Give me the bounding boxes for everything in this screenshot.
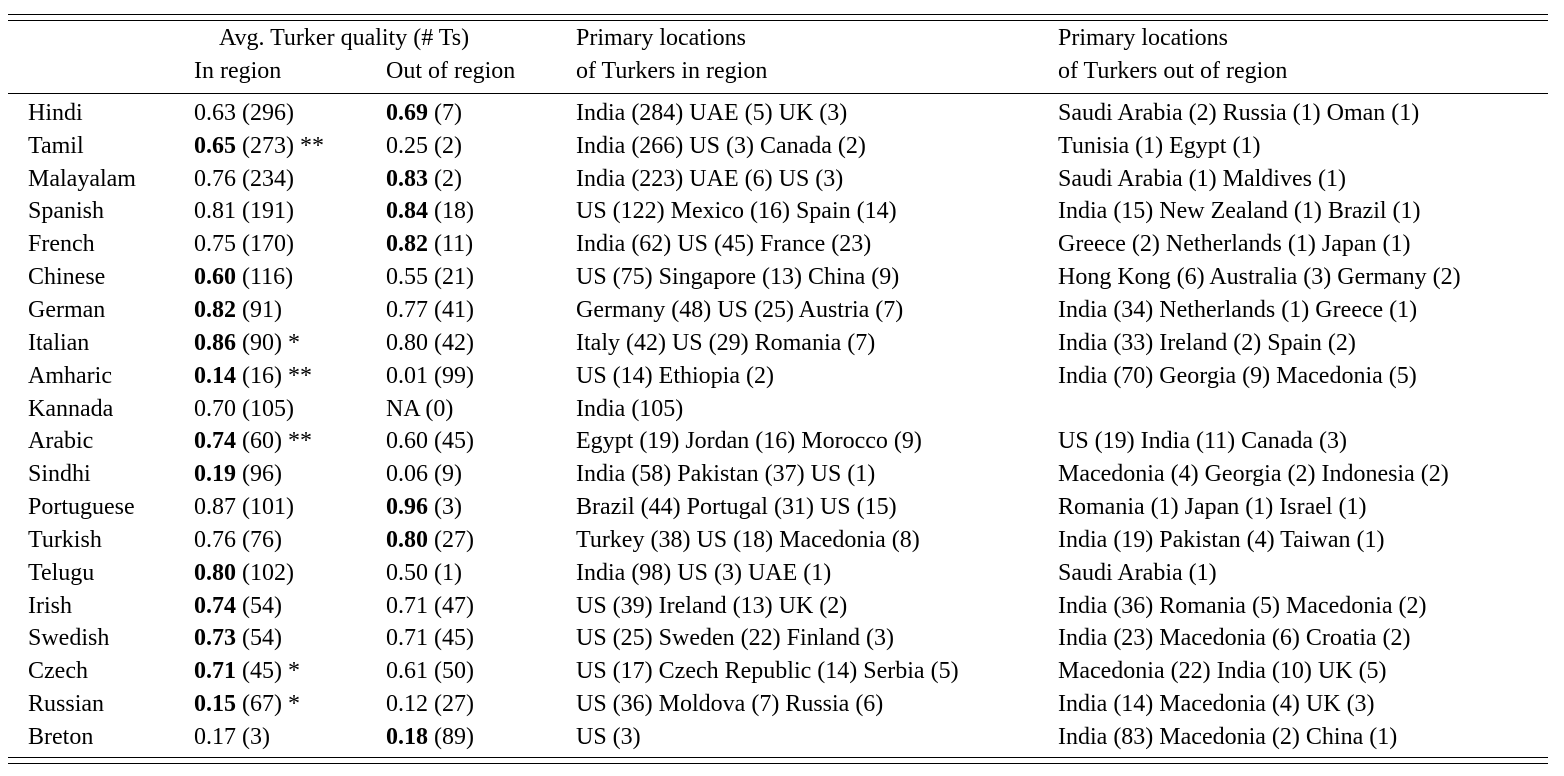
in-region-cell	[194, 425, 386, 458]
in-region-count: (76)	[236, 526, 282, 553]
language-cell	[0, 196, 194, 229]
locations-out-of-region-cell	[1058, 327, 1562, 360]
locations-out-of-region: Saudi Arabia (2) Russia (1) Oman (1)	[1058, 99, 1420, 126]
out-of-region-count: (11)	[428, 231, 474, 258]
out-of-region-count: (89)	[428, 723, 474, 750]
language-name: Russian	[28, 691, 105, 718]
table-row	[0, 393, 1562, 426]
locations-out-of-region-cell	[1058, 360, 1562, 393]
language-cell	[0, 130, 194, 163]
table-row	[0, 294, 1562, 327]
language-name: Breton	[28, 723, 94, 750]
out-of-region-count: (45)	[428, 625, 474, 652]
locations-in-region: India (266) US (3) Canada (2)	[576, 132, 866, 159]
out-of-region-cell	[386, 623, 576, 656]
locations-out-of-region: India (34) Netherlands (1) Greece (1)	[1058, 296, 1418, 323]
in-region-quality: 0.75	[194, 231, 236, 258]
locations-in-region: US (14) Ethiopia (2)	[576, 362, 774, 389]
out-of-region-quality: 0.80	[386, 329, 428, 356]
language-name: Turkish	[28, 526, 102, 553]
out-of-region-cell	[386, 721, 576, 754]
out-of-region-quality: 0.80	[386, 526, 428, 553]
language-cell	[0, 393, 194, 426]
out-of-region-cell	[386, 360, 576, 393]
out-of-region-count: (42)	[428, 329, 474, 356]
in-region-quality: 0.74	[194, 592, 236, 619]
in-region-quality: 0.15	[194, 691, 236, 718]
locations-in-region: US (75) Singapore (13) China (9)	[576, 264, 900, 291]
in-region-count: (3)	[236, 723, 270, 750]
locations-out-of-region-cell	[1058, 655, 1562, 688]
out-of-region-cell	[386, 557, 576, 590]
locations-in-region: India (284) UAE (5) UK (3)	[576, 99, 848, 126]
table-row	[0, 623, 1562, 656]
header-primary-in-line1: Primary locations	[576, 25, 746, 51]
bottom-rule-2	[8, 763, 1548, 764]
in-region-quality: 0.86	[194, 329, 236, 356]
language-name: Malayalam	[28, 165, 136, 192]
in-region-count: (90) *	[236, 329, 300, 356]
in-region-cell	[194, 623, 386, 656]
out-of-region-quality: 0.01	[386, 362, 428, 389]
out-of-region-quality: 0.71	[386, 625, 428, 652]
in-region-quality: 0.81	[194, 198, 236, 225]
locations-in-region-cell	[576, 163, 1058, 196]
in-region-quality: 0.82	[194, 296, 236, 323]
locations-out-of-region: US (19) India (11) Canada (3)	[1058, 428, 1348, 455]
language-name: Tamil	[28, 132, 84, 159]
in-region-quality: 0.60	[194, 264, 236, 291]
language-cell	[0, 688, 194, 721]
locations-in-region: India (58) Pakistan (37) US (1)	[576, 461, 876, 488]
locations-in-region: US (39) Ireland (13) UK (2)	[576, 592, 848, 619]
in-region-quality: 0.80	[194, 559, 236, 586]
out-of-region-cell	[386, 655, 576, 688]
language-cell	[0, 163, 194, 196]
locations-out-of-region: India (70) Georgia (9) Macedonia (5)	[1058, 362, 1417, 389]
table-row	[0, 688, 1562, 721]
table-row	[0, 196, 1562, 229]
locations-out-of-region: India (36) Romania (5) Macedonia (2)	[1058, 592, 1427, 619]
language-name: Telugu	[28, 559, 95, 586]
language-cell	[0, 294, 194, 327]
in-region-cell	[194, 163, 386, 196]
locations-out-of-region-cell	[1058, 261, 1562, 294]
table-row	[0, 97, 1562, 130]
locations-in-region-cell	[576, 261, 1058, 294]
header-primary-in-line2: of Turkers in region	[576, 58, 768, 84]
language-name: Italian	[28, 329, 90, 356]
table-row	[0, 425, 1562, 458]
language-name: Sindhi	[28, 461, 91, 488]
out-of-region-count: (0)	[419, 395, 454, 422]
results-table	[0, 97, 1562, 754]
language-cell	[0, 524, 194, 557]
out-of-region-quality: 0.82	[386, 231, 428, 258]
language-cell	[0, 655, 194, 688]
locations-in-region-cell	[576, 360, 1058, 393]
language-name: Hindi	[28, 99, 83, 126]
in-region-count: (16) **	[236, 362, 312, 389]
in-region-cell	[194, 721, 386, 754]
out-of-region-count: (45)	[428, 428, 474, 455]
in-region-cell	[194, 261, 386, 294]
table-row	[0, 557, 1562, 590]
out-of-region-quality: 0.50	[386, 559, 428, 586]
out-of-region-quality: 0.55	[386, 264, 428, 291]
language-cell	[0, 721, 194, 754]
language-cell	[0, 623, 194, 656]
language-cell	[0, 228, 194, 261]
locations-out-of-region: India (33) Ireland (2) Spain (2)	[1058, 329, 1356, 356]
locations-in-region-cell	[576, 623, 1058, 656]
locations-in-region-cell	[576, 97, 1058, 130]
locations-in-region-cell	[576, 130, 1058, 163]
locations-out-of-region: Romania (1) Japan (1) Israel (1)	[1058, 494, 1367, 521]
locations-out-of-region-cell	[1058, 458, 1562, 491]
in-region-quality: 0.19	[194, 461, 236, 488]
in-region-cell	[194, 524, 386, 557]
in-region-cell	[194, 294, 386, 327]
bottom-rule-1	[8, 757, 1548, 758]
table-row	[0, 491, 1562, 524]
language-name: Swedish	[28, 625, 110, 652]
table-row	[0, 163, 1562, 196]
in-region-count: (102)	[236, 559, 294, 586]
locations-out-of-region: Saudi Arabia (1)	[1058, 559, 1217, 586]
locations-out-of-region-cell	[1058, 393, 1562, 426]
locations-in-region: Egypt (19) Jordan (16) Morocco (9)	[576, 428, 922, 455]
out-of-region-cell	[386, 228, 576, 261]
locations-out-of-region: Greece (2) Netherlands (1) Japan (1)	[1058, 231, 1411, 258]
language-name: French	[28, 231, 95, 258]
locations-out-of-region: India (14) Macedonia (4) UK (3)	[1058, 691, 1375, 718]
results-table-body	[0, 97, 1562, 754]
out-of-region-count: (7)	[428, 99, 462, 126]
in-region-cell	[194, 557, 386, 590]
out-of-region-quality: 0.71	[386, 592, 428, 619]
locations-out-of-region-cell	[1058, 491, 1562, 524]
table-row	[0, 130, 1562, 163]
locations-in-region-cell	[576, 458, 1058, 491]
out-of-region-cell	[386, 458, 576, 491]
locations-out-of-region: India (23) Macedonia (6) Croatia (2)	[1058, 625, 1411, 652]
language-name: Amharic	[28, 362, 112, 389]
in-region-cell	[194, 688, 386, 721]
language-cell	[0, 425, 194, 458]
out-of-region-cell	[386, 261, 576, 294]
table-row	[0, 228, 1562, 261]
locations-out-of-region: India (83) Macedonia (2) China (1)	[1058, 723, 1398, 750]
in-region-cell	[194, 393, 386, 426]
language-cell	[0, 491, 194, 524]
in-region-count: (67) *	[236, 691, 300, 718]
out-of-region-cell	[386, 393, 576, 426]
language-cell	[0, 557, 194, 590]
locations-out-of-region-cell	[1058, 557, 1562, 590]
header-out-of-region: Out of region	[386, 58, 516, 84]
in-region-cell	[194, 196, 386, 229]
locations-out-of-region: India (19) Pakistan (4) Taiwan (1)	[1058, 526, 1385, 553]
in-region-quality: 0.74	[194, 428, 236, 455]
in-region-count: (191)	[236, 198, 294, 225]
table-row	[0, 327, 1562, 360]
header-primary-out-line1: Primary locations	[1058, 25, 1228, 51]
locations-out-of-region-cell	[1058, 721, 1562, 754]
locations-in-region-cell	[576, 425, 1058, 458]
locations-in-region-cell	[576, 491, 1058, 524]
in-region-quality: 0.76	[194, 526, 236, 553]
language-cell	[0, 261, 194, 294]
locations-in-region: Brazil (44) Portugal (31) US (15)	[576, 494, 897, 521]
header-in-region: In region	[194, 58, 282, 84]
out-of-region-quality: 0.77	[386, 296, 428, 323]
in-region-cell	[194, 228, 386, 261]
out-of-region-count: (27)	[428, 691, 474, 718]
table-row	[0, 655, 1562, 688]
out-of-region-count: (3)	[428, 494, 462, 521]
in-region-count: (234)	[236, 165, 294, 192]
locations-in-region: India (223) UAE (6) US (3)	[576, 165, 844, 192]
locations-out-of-region-cell	[1058, 294, 1562, 327]
in-region-cell	[194, 655, 386, 688]
locations-out-of-region-cell	[1058, 130, 1562, 163]
out-of-region-cell	[386, 294, 576, 327]
locations-in-region-cell	[576, 688, 1058, 721]
out-of-region-quality: 0.60	[386, 428, 428, 455]
out-of-region-quality: 0.61	[386, 658, 428, 685]
language-cell	[0, 97, 194, 130]
out-of-region-count: (50)	[428, 658, 474, 685]
in-region-quality: 0.73	[194, 625, 236, 652]
locations-in-region-cell	[576, 590, 1058, 623]
header-primary-out-line2: of Turkers out of region	[1058, 58, 1288, 84]
in-region-count: (91)	[236, 296, 282, 323]
locations-in-region: India (105)	[576, 395, 684, 422]
locations-out-of-region-cell	[1058, 688, 1562, 721]
language-name: Czech	[28, 658, 88, 685]
in-region-count: (105)	[236, 395, 294, 422]
locations-in-region: US (36) Moldova (7) Russia (6)	[576, 691, 884, 718]
in-region-quality: 0.63	[194, 99, 236, 126]
locations-out-of-region: Macedonia (22) India (10) UK (5)	[1058, 658, 1387, 685]
in-region-count: (116)	[236, 264, 294, 291]
locations-out-of-region-cell	[1058, 196, 1562, 229]
locations-out-of-region: Hong Kong (6) Australia (3) Germany (2)	[1058, 264, 1461, 291]
in-region-quality: 0.71	[194, 658, 236, 685]
locations-in-region-cell	[576, 393, 1058, 426]
out-of-region-cell	[386, 130, 576, 163]
table-row	[0, 458, 1562, 491]
out-of-region-quality: 0.83	[386, 165, 428, 192]
locations-in-region-cell	[576, 294, 1058, 327]
out-of-region-quality: 0.25	[386, 132, 428, 159]
locations-in-region: Italy (42) US (29) Romania (7)	[576, 329, 876, 356]
language-cell	[0, 360, 194, 393]
locations-in-region-cell	[576, 721, 1058, 754]
out-of-region-count: (47)	[428, 592, 474, 619]
out-of-region-count: (21)	[428, 264, 474, 291]
locations-out-of-region-cell	[1058, 425, 1562, 458]
out-of-region-cell	[386, 491, 576, 524]
out-of-region-quality: 0.69	[386, 99, 428, 126]
locations-in-region-cell	[576, 196, 1058, 229]
language-name: Kannada	[28, 395, 114, 422]
locations-out-of-region: Tunisia (1) Egypt (1)	[1058, 132, 1261, 159]
out-of-region-quality: 0.06	[386, 461, 428, 488]
language-name: Irish	[28, 592, 72, 619]
in-region-quality: 0.17	[194, 723, 236, 750]
in-region-cell	[194, 491, 386, 524]
locations-in-region: India (98) US (3) UAE (1)	[576, 559, 832, 586]
locations-out-of-region-cell	[1058, 590, 1562, 623]
out-of-region-cell	[386, 163, 576, 196]
out-of-region-count: (1)	[428, 559, 462, 586]
locations-out-of-region-cell	[1058, 623, 1562, 656]
out-of-region-quality: 0.18	[386, 723, 428, 750]
locations-in-region: US (3)	[576, 723, 641, 750]
out-of-region-cell	[386, 688, 576, 721]
locations-in-region: Turkey (38) US (18) Macedonia (8)	[576, 526, 920, 553]
locations-in-region-cell	[576, 524, 1058, 557]
top-rule-1	[8, 14, 1548, 15]
locations-in-region-cell	[576, 228, 1058, 261]
out-of-region-quality: 0.84	[386, 198, 428, 225]
locations-out-of-region: Saudi Arabia (1) Maldives (1)	[1058, 165, 1346, 192]
header-rule	[8, 93, 1548, 94]
in-region-quality: 0.87	[194, 494, 236, 521]
in-region-quality: 0.76	[194, 165, 236, 192]
out-of-region-count: (99)	[428, 362, 474, 389]
table-row	[0, 261, 1562, 294]
language-name: Portuguese	[28, 494, 135, 521]
top-rule-2	[8, 20, 1548, 21]
out-of-region-cell	[386, 97, 576, 130]
table-row	[0, 524, 1562, 557]
table-row	[0, 590, 1562, 623]
locations-out-of-region-cell	[1058, 163, 1562, 196]
out-of-region-count: (2)	[428, 132, 462, 159]
out-of-region-count: (18)	[428, 198, 474, 225]
in-region-count: (54)	[236, 625, 282, 652]
in-region-cell	[194, 130, 386, 163]
in-region-count: (101)	[236, 494, 294, 521]
language-cell	[0, 327, 194, 360]
out-of-region-count: (9)	[428, 461, 462, 488]
locations-in-region: Germany (48) US (25) Austria (7)	[576, 296, 904, 323]
out-of-region-count: (2)	[428, 165, 462, 192]
out-of-region-quality: 0.96	[386, 494, 428, 521]
language-name: Spanish	[28, 198, 105, 225]
locations-out-of-region: India (15) New Zealand (1) Brazil (1)	[1058, 198, 1421, 225]
out-of-region-quality: NA	[386, 395, 420, 422]
language-name: Arabic	[28, 428, 94, 455]
out-of-region-cell	[386, 524, 576, 557]
out-of-region-cell	[386, 327, 576, 360]
in-region-count: (273) **	[236, 132, 324, 159]
language-name: German	[28, 296, 106, 323]
out-of-region-count: (41)	[428, 296, 474, 323]
locations-out-of-region-cell	[1058, 228, 1562, 261]
language-cell	[0, 590, 194, 623]
in-region-quality: 0.70	[194, 395, 236, 422]
in-region-cell	[194, 590, 386, 623]
language-name: Chinese	[28, 264, 106, 291]
out-of-region-cell	[386, 425, 576, 458]
table-row	[0, 360, 1562, 393]
in-region-cell	[194, 327, 386, 360]
locations-out-of-region-cell	[1058, 524, 1562, 557]
language-cell	[0, 458, 194, 491]
in-region-quality: 0.65	[194, 132, 236, 159]
out-of-region-quality: 0.12	[386, 691, 428, 718]
locations-in-region: US (25) Sweden (22) Finland (3)	[576, 625, 894, 652]
in-region-count: (296)	[236, 99, 294, 126]
in-region-cell	[194, 458, 386, 491]
locations-in-region: India (62) US (45) France (23)	[576, 231, 872, 258]
header-quality-group: Avg. Turker quality (# Ts)	[219, 25, 470, 51]
in-region-cell	[194, 360, 386, 393]
table-row	[0, 721, 1562, 754]
in-region-count: (60) **	[236, 428, 312, 455]
in-region-cell	[194, 97, 386, 130]
out-of-region-cell	[386, 196, 576, 229]
in-region-count: (170)	[236, 231, 294, 258]
out-of-region-cell	[386, 590, 576, 623]
locations-out-of-region: Macedonia (4) Georgia (2) Indonesia (2)	[1058, 461, 1449, 488]
in-region-quality: 0.14	[194, 362, 236, 389]
locations-out-of-region-cell	[1058, 97, 1562, 130]
locations-in-region-cell	[576, 557, 1058, 590]
locations-in-region: US (122) Mexico (16) Spain (14)	[576, 198, 897, 225]
out-of-region-count: (27)	[428, 526, 474, 553]
in-region-count: (96)	[236, 461, 282, 488]
locations-in-region-cell	[576, 327, 1058, 360]
in-region-count: (45) *	[236, 658, 300, 685]
locations-in-region-cell	[576, 655, 1058, 688]
in-region-count: (54)	[236, 592, 282, 619]
locations-in-region: US (17) Czech Republic (14) Serbia (5)	[576, 658, 959, 685]
